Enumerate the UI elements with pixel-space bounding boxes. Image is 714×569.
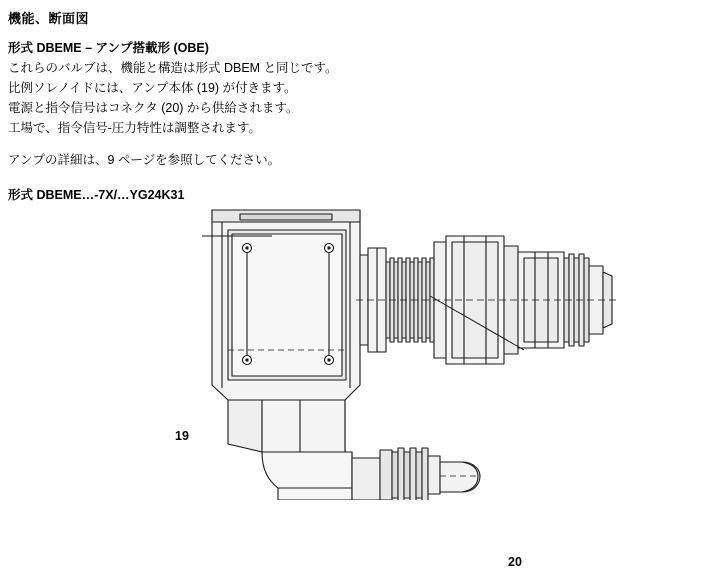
section-subtitle: 形式 DBEME – アンプ搭載形 (OBE)	[8, 41, 209, 55]
callout-19: 19	[175, 429, 189, 443]
body-paragraphs	[8, 58, 508, 138]
type-designation: 形式 DBEME…-7X/…YG24K31	[8, 188, 185, 202]
valve-drawing-svg	[0, 200, 714, 500]
paragraph-1: これらのバルブは、機能と構造は形式 DBEM と同じです。	[8, 61, 338, 75]
paragraph-4: 工場で、指令信号-圧力特性は調整されます。	[8, 121, 261, 135]
page-title: 機能、断面図	[8, 11, 90, 26]
paragraph-2: 比例ソレノイドには、アンプ本体 (19) が付きます。	[8, 81, 297, 95]
callout-20: 20	[508, 555, 522, 569]
reference-note: アンプの詳細は、9 ページを参照してください。	[8, 153, 281, 167]
valve-sectional-drawing	[0, 200, 714, 569]
paragraph-3: 電源と指令信号はコネクタ (20) から供給されます。	[8, 101, 299, 115]
